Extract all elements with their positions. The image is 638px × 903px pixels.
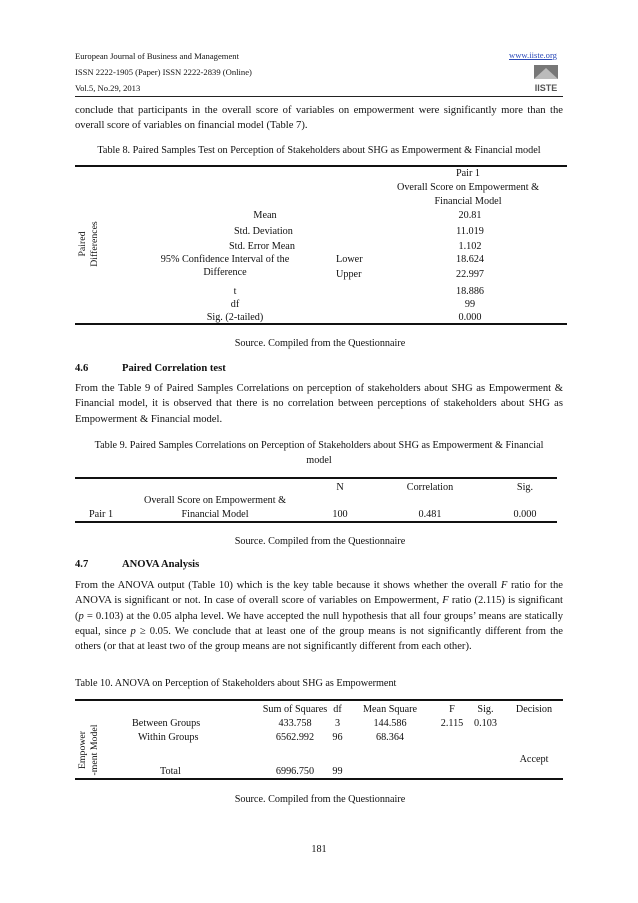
table9-row-label: Pair 1 — [89, 509, 114, 520]
table8-ci-label-line1: 95% Confidence Interval of the — [160, 254, 290, 265]
table9-sig-value: 0.000 — [513, 509, 537, 520]
table8-sd-value: 11.019 — [456, 226, 484, 237]
intro-paragraph: conclude that participants in the overall score of variables on empowerment were significantly more than the overall score of variables on financial model (Table 7). — [75, 105, 563, 132]
table9-bottom-rule — [75, 521, 557, 523]
table10-col-f: F — [449, 704, 455, 715]
table9-source: Source. Compiled from the Questionnaire — [234, 536, 406, 547]
journal-title: European Journal of Business and Management — [75, 51, 239, 61]
table10-source: Source. Compiled from the Questionnaire — [234, 794, 406, 805]
table8-group-label-line1: Paired — [77, 231, 88, 257]
iiste-logo — [532, 64, 560, 94]
table9-correlation-value: 0.481 — [418, 509, 442, 520]
table10-row-within-ms: 68.364 — [375, 732, 404, 743]
table10-top-rule — [75, 699, 563, 701]
table8-sd-label: Std. Deviation — [234, 226, 293, 237]
table8-upper-label: Upper — [336, 269, 362, 280]
table10-caption: Table 10. ANOVA on Perception of Stakeholders about SHG as Empowerment — [75, 678, 397, 689]
table10-row-between-sig: 0.103 — [474, 718, 497, 729]
table8-df-label: df — [230, 299, 240, 310]
section47-italic-f2: F — [442, 595, 449, 607]
table10-col-ss: Sum of Squares — [262, 704, 328, 715]
section47-italic-f1: F — [500, 580, 508, 591]
table10-row-total-ss: 6996.750 — [275, 766, 315, 777]
table8-upper-value: 22.997 — [455, 269, 484, 280]
table9-col-sig: Sig. — [516, 482, 534, 493]
table8-sig-label: Sig. (2-tailed) — [206, 312, 264, 323]
table8-t-label: t — [233, 286, 237, 297]
header-rule — [75, 96, 563, 97]
table10-row-within-df: 96 — [332, 732, 343, 743]
table9-caption-line2: model — [306, 455, 332, 466]
table8-caption: Table 8. Paired Samples Test on Perception of Stakeholders about SHG as Empowerment & Financial model — [97, 145, 541, 156]
table10-row-between-df: 3 — [334, 718, 341, 729]
section47-text-5: ≥ 0.05. We conclude that at least one of the group means is not significantly different from the others (or that at least two of the group means are not significantly different from each other). — [75, 625, 564, 653]
table10-col-ms: Mean Square — [362, 704, 418, 715]
table9-col-n: N — [336, 482, 344, 493]
section46-number: 4.6 — [75, 363, 89, 374]
page-number: 181 — [311, 844, 327, 855]
table8-t-value: 18.886 — [455, 286, 484, 297]
table10-row-within-label: Within Groups — [138, 732, 199, 743]
table9-row-desc-line1: Overall Score on Empowerment & — [143, 495, 287, 506]
table8-sig-value: 0.000 — [458, 312, 482, 323]
table10-col-df: df — [333, 704, 342, 715]
table8-source: Source. Compiled from the Questionnaire — [234, 338, 406, 349]
section47-text-1: From the ANOVA output (Table 10) which is the key table because it shows whether the overall — [75, 580, 501, 591]
table9-caption-line1: Table 9. Paired Samples Correlations on Perception of Stakeholders about SHG as Empowerment & Financial — [94, 440, 544, 451]
table10-row-between-ms: 144.586 — [373, 718, 407, 729]
table8-bottom-rule — [75, 323, 567, 325]
table10-row-within-ss: 6562.992 — [275, 732, 315, 743]
table9-top-rule — [75, 477, 557, 479]
section47-paragraph — [75, 578, 563, 654]
table9-col-correlation: Correlation — [406, 482, 454, 493]
table8-lower-value: 18.624 — [455, 254, 484, 265]
section46-title: Paired Correlation test — [122, 363, 226, 374]
table10-col-decision: Decision — [515, 704, 553, 715]
table10-side-label — [77, 714, 101, 786]
table9-n-value: 100 — [332, 509, 348, 520]
section47-italic-p1: p — [78, 610, 84, 622]
table10-col-sig: Sig. — [477, 704, 494, 715]
table10-row-between-label: Between Groups — [132, 718, 201, 729]
section46-paragraph: From the Table 9 of Paired Samples Correlations on perception of stakeholders about SHG as Empowerment & Financial model, it is observed that there is no correlation between perceptions of stakeholders about SHG as Empowerment & Financial model. — [75, 383, 563, 425]
logo-text: IISTE — [534, 83, 558, 93]
table8-ci-label-line2: Difference — [203, 267, 247, 278]
table10-bottom-rule — [75, 778, 563, 780]
section47-text-4: = 0.103) at the 0.05 alpha level. We have accepted the null hypothesis that all four groups’ means are statically equal, since — [75, 610, 563, 637]
iiste-logo-icon — [532, 64, 560, 94]
table10-row-between-f: 2.115 — [440, 718, 464, 729]
table10-row-total-label: Total — [160, 766, 181, 777]
table8-df-value: 99 — [464, 299, 476, 310]
table10-row-between-ss: 433.758 — [278, 718, 312, 729]
journal-issn: ISSN 2222-1905 (Paper) ISSN 2222-2839 (Online) — [75, 67, 252, 77]
table10-decision-value: Accept — [519, 754, 549, 765]
section47-italic-p2: p — [130, 625, 136, 637]
table10-row-total-df: 99 — [332, 766, 343, 777]
journal-volume: Vol.5, No.29, 2013 — [75, 83, 141, 93]
table8-header-pair: Pair 1 — [455, 168, 481, 179]
table8-mean-value: 20.81 — [458, 210, 482, 221]
journal-url-link[interactable]: www.iiste.org — [509, 50, 557, 60]
table8-group-label-line2: Differences — [89, 221, 100, 267]
table8-lower-label: Lower — [336, 254, 363, 265]
table8-se-value: 1.102 — [458, 241, 482, 252]
table8-header-line2: Overall Score on Empowerment & — [396, 182, 540, 193]
section47-text-2: ratio for the ANOVA is significant or not. In case of overall score of variables on Empowerment, — [75, 580, 563, 607]
table8-se-label: Std. Error Mean — [229, 241, 295, 252]
table8-group-label — [77, 209, 101, 279]
table10-side-label-line2: -ment Model — [89, 724, 100, 776]
table8-header-line3: Financial Model — [434, 196, 502, 207]
table8-mean-label: Mean — [253, 210, 277, 221]
table10-side-label-line1: Empower — [77, 730, 88, 770]
section47-text-3: ratio (2.115) is significant ( — [75, 595, 563, 622]
section47-number: 4.7 — [75, 559, 89, 570]
table9-row-desc-line2: Financial Model — [181, 509, 249, 520]
section47-title: ANOVA Analysis — [122, 559, 200, 570]
